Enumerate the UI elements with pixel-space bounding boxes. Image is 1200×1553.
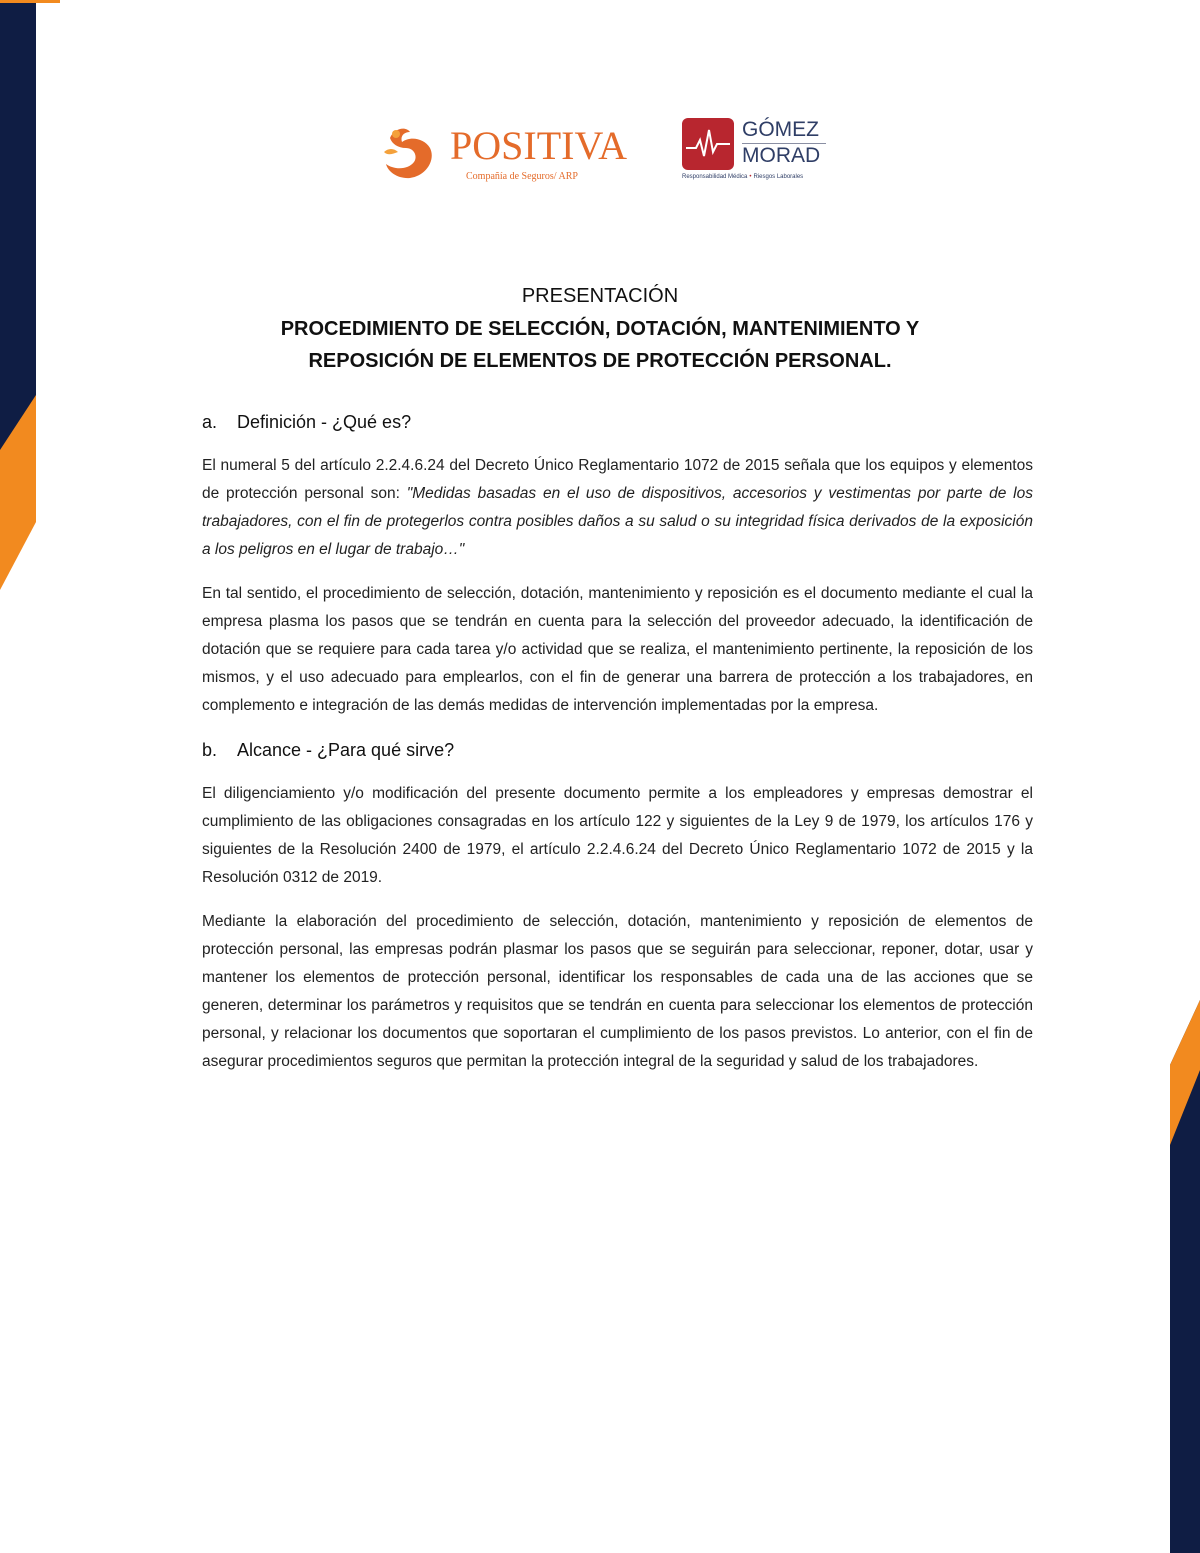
top-orange-accent	[0, 0, 60, 3]
tagline-dot: •	[749, 174, 752, 180]
paragraph-alcance-1: El diligenciamiento y/o modificación del presente documento permite a los empleadores y empresas demostrar el cumplimiento de las obligaciones consagradas en los artículo 122 y siguientes de la Ley 9 de 1979, los artículos 176 y siguientes de la Resolución 2400 de 1979, el artículo 2.2.4.6.24 del Decreto Único Reglamentario 1072 de 2015 y la Resolución 0312 de 2019.	[202, 785, 1033, 886]
document-body	[202, 408, 1033, 1076]
right-orange-band	[1170, 1000, 1200, 1145]
left-navy-band	[0, 0, 36, 585]
right-navy-band	[1170, 1000, 1200, 1553]
decree-quote: "Medidas basadas en el uso de dispositivos, accesorios y vestimentas por parte de los trabajadores, con el fin de protegerlos contra posibles daños a su salud o su integridad física derivados de la exposición a los peligros en el lugar de trabajo…"	[202, 485, 1033, 558]
positiva-wordmark: POSITIVA	[450, 123, 628, 168]
positiva-logo	[380, 123, 628, 184]
tagline-left: Responsabilidad Médica	[682, 174, 748, 180]
section-title: Definición - ¿Qué es?	[237, 412, 412, 432]
section-heading-alcance	[202, 736, 1033, 764]
section-letter: a.	[202, 412, 218, 432]
positiva-emblem-icon	[380, 124, 438, 182]
section-heading-definicion	[202, 408, 1033, 436]
logo-bar	[0, 112, 1200, 192]
section-letter: b.	[202, 740, 218, 760]
presentation-heading: PRESENTACIÓN	[521, 285, 679, 307]
gomez-wordmark: GÓMEZ	[742, 118, 819, 141]
morad-wordmark: MORAD	[742, 144, 821, 167]
gomez-morad-logo	[682, 116, 842, 186]
positiva-tagline: Compañía de Seguros/ ARP	[466, 171, 578, 182]
paragraph-definicion-2: En tal sentido, el procedimiento de selección, dotación, mantenimiento y reposición es el documento mediante el cual la empresa plasma los pasos que se tendrán en cuenta para la selección del proveedor adecuado, la identificación de dotación que se requiere para cada tarea y/o actividad que se realiza, el mantenimiento pertinente, la reposición de los mismos, y el uso adecuado para emplearlos, con el fin de generar una barrera de protección a los trabajadores, en complemento e integración de las demás medidas de intervención implementadas por la empresa.	[202, 585, 1033, 714]
heartbeat-icon	[682, 118, 734, 170]
title-line-2: REPOSICIÓN DE ELEMENTOS DE PROTECCIÓN PERSONAL.	[308, 350, 892, 372]
title-line-1: PROCEDIMIENTO DE SELECCIÓN, DOTACIÓN, MANTENIMIENTO Y	[280, 318, 920, 340]
paragraph-definicion-1	[202, 452, 1033, 564]
gomez-morad-tagline	[682, 174, 803, 180]
document-title	[160, 313, 1040, 377]
left-orange-band	[0, 395, 36, 590]
document-header	[160, 283, 1040, 377]
tagline-right: Riesgos Laborales	[753, 174, 804, 180]
section-title: Alcance - ¿Para qué sirve?	[237, 740, 455, 760]
paragraph-intro: El numeral 5 del artículo 2.2.4.6.24 del Decreto Único Reglamentario 1072 de 2015 señala que los equipos y elementos de protección personal son:	[202, 457, 1033, 502]
paragraph-alcance-2: Mediante la elaboración del procedimiento de selección, dotación, mantenimiento y reposición de elementos de protección personal, las empresas podrán plasmar los pasos que se seguirán para seleccionar, reponer, dotar, usar y mantener los elementos de protección personal, identificar los responsables de cada una de las acciones que se generen, determinar los parámetros y requisitos que se tendrán en cuenta para seleccionar los elementos de protección personal, y relacionar los documentos que soportaran el cumplimiento de los pasos previstos. Lo anterior, con el fin de asegurar procedimientos seguros que permitan la protección integral de la seguridad y salud de los trabajadores.	[202, 913, 1033, 1070]
